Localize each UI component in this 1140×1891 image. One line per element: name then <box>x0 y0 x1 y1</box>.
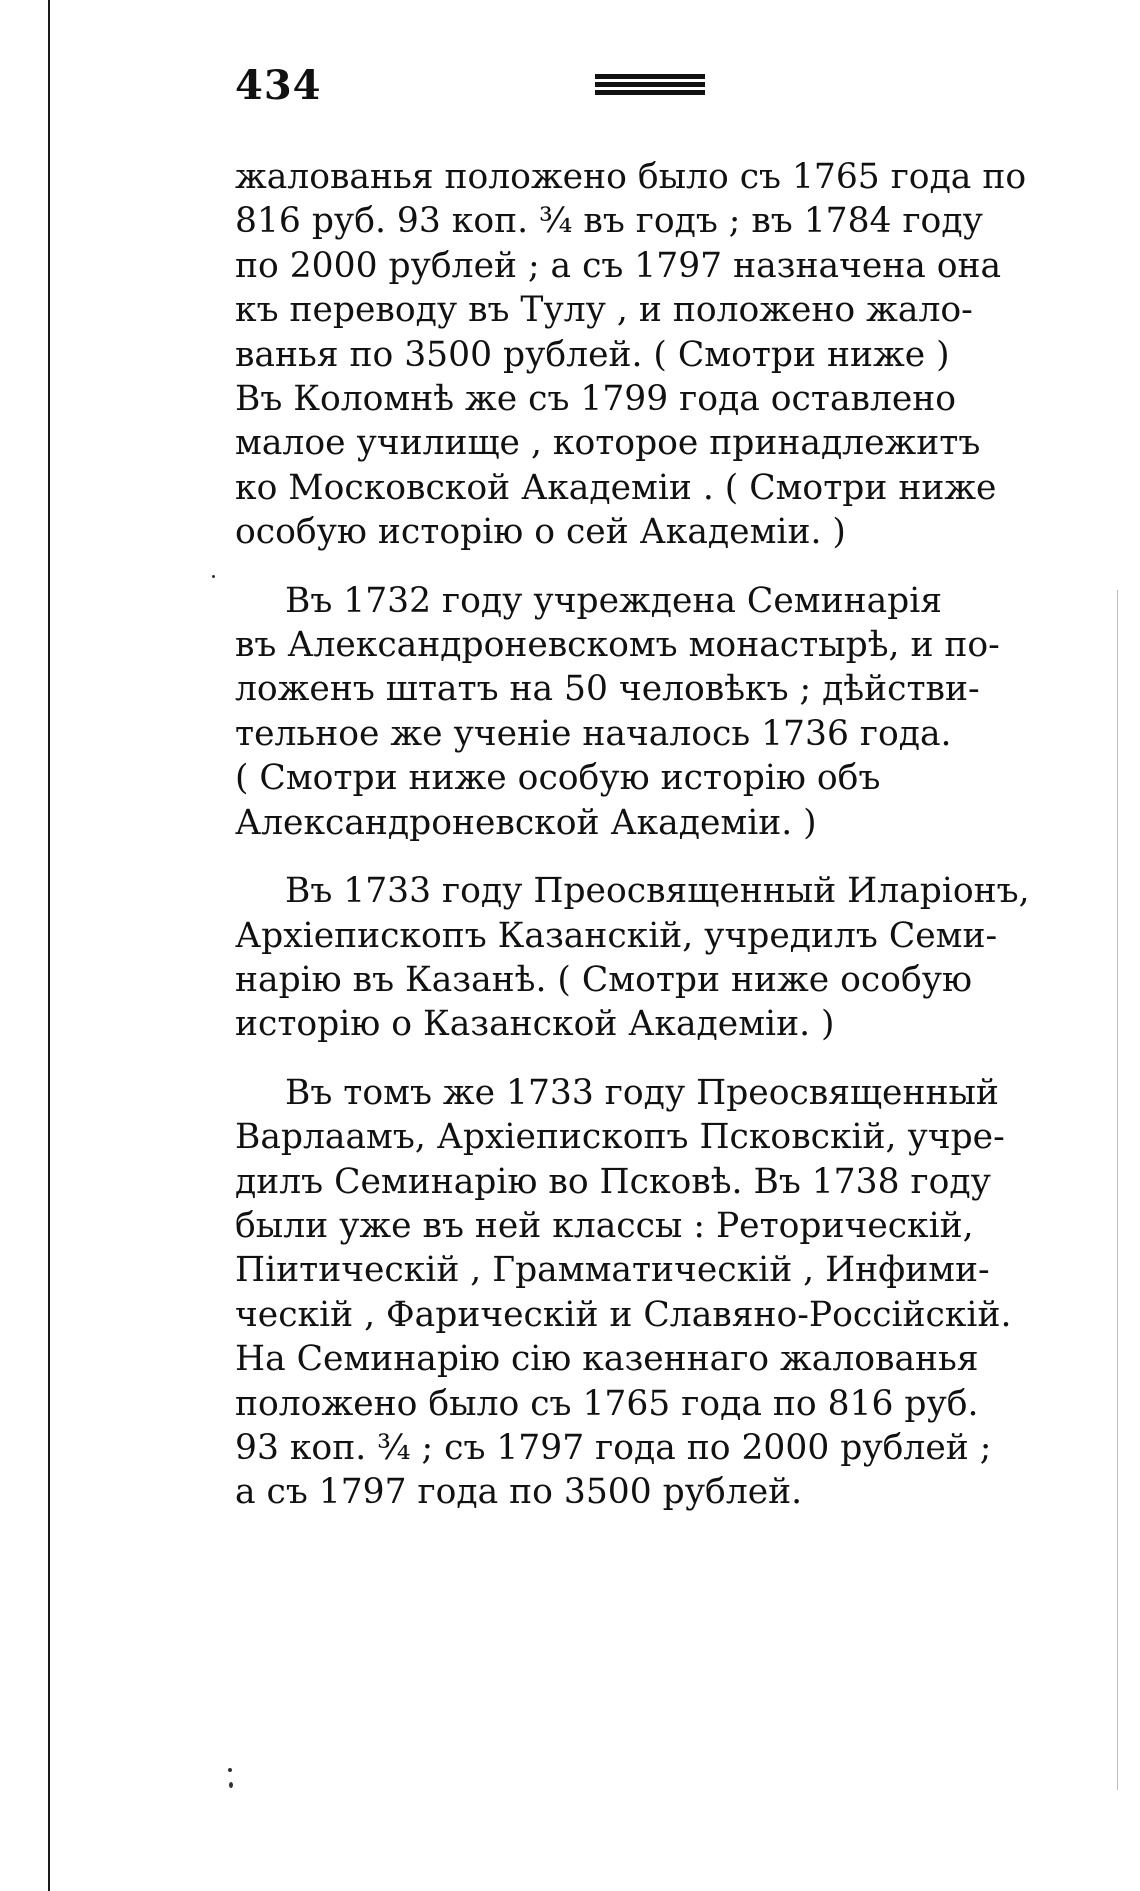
text-line: въ Александроневскомъ монастырѣ, и по- <box>235 625 1000 666</box>
text-line: ложенъ штатъ на 50 человѣкъ ; дѣйстви- <box>235 669 980 710</box>
text-line: были уже въ ней классы : Реторическій, <box>235 1205 974 1246</box>
paragraph-4 <box>235 1071 1090 1515</box>
text-line: ко Московской Академіи . ( Смотри ниже <box>235 467 997 508</box>
text-line: 93 коп. ¾ ; съ 1797 года по 2000 рублей ; <box>235 1427 992 1468</box>
page-body <box>235 155 1090 1539</box>
text-line: Варлаамъ, Архіепископъ Псковскій, учре- <box>235 1117 1005 1158</box>
text-line: малое училище , которое принадлежитъ <box>235 423 981 464</box>
text-line: по 2000 рублей ; а съ 1797 назначена она <box>235 245 1002 286</box>
text-line: особую исторію о сей Академіи. ) <box>235 512 846 553</box>
page-left-border <box>48 0 50 1891</box>
text-line: положено было съ 1765 года по 816 руб. <box>235 1383 979 1424</box>
paragraph-3 <box>235 869 1090 1047</box>
text-line: Въ томъ же 1733 году Преосвященный <box>285 1072 999 1113</box>
paper-speck <box>212 575 215 578</box>
page-number: 434 <box>235 62 322 109</box>
paragraph-1 <box>235 155 1090 555</box>
text-line: ванья по 3500 рублей. ( Смотри ниже ) <box>235 334 950 375</box>
page-right-border <box>1117 590 1118 1790</box>
text-line: Піитическій , Грамматическій , Инфими- <box>235 1250 990 1291</box>
text-line: исторію о Казанской Академіи. ) <box>235 1004 835 1045</box>
text-line: дилъ Семинарію во Псковѣ. Въ 1738 году <box>235 1161 991 1202</box>
text-line: къ переводу въ Тулу , и положено жало- <box>235 290 973 331</box>
text-line: ческій , Фарическій и Славяно-Россійскій. <box>235 1294 1012 1335</box>
text-line: Въ Коломнѣ же съ 1799 года оставлено <box>235 379 957 420</box>
text-line: тельное же ученіе началось 1736 года. <box>235 713 952 754</box>
text-line: Александроневской Академіи. ) <box>235 802 817 843</box>
text-line: жалованья положено было съ 1765 года по <box>235 157 1027 197</box>
text-line: На Семинарію сію казеннаго жалованья <box>235 1339 979 1380</box>
text-line: нарію въ Казанѣ. ( Смотри ниже особую <box>235 959 973 1000</box>
text-line: 816 руб. 93 коп. ¾ въ годъ ; въ 1784 году <box>235 201 983 242</box>
paper-speck <box>229 1782 233 1788</box>
paper-speck <box>228 1768 232 1772</box>
header-ornament <box>595 74 705 96</box>
text-line: а съ 1797 года по 3500 рублей. <box>235 1472 803 1513</box>
text-line: ( Смотри ниже особую исторію объ <box>235 758 881 799</box>
text-line: Архіепископъ Казанскій, учредилъ Семи- <box>235 915 998 956</box>
text-line: Въ 1732 году учреждена Семинарія <box>285 580 943 621</box>
page-header <box>205 62 1045 122</box>
text-line: Въ 1733 году Преосвященный Иларіонъ, <box>285 871 1030 912</box>
paragraph-2 <box>235 579 1090 845</box>
